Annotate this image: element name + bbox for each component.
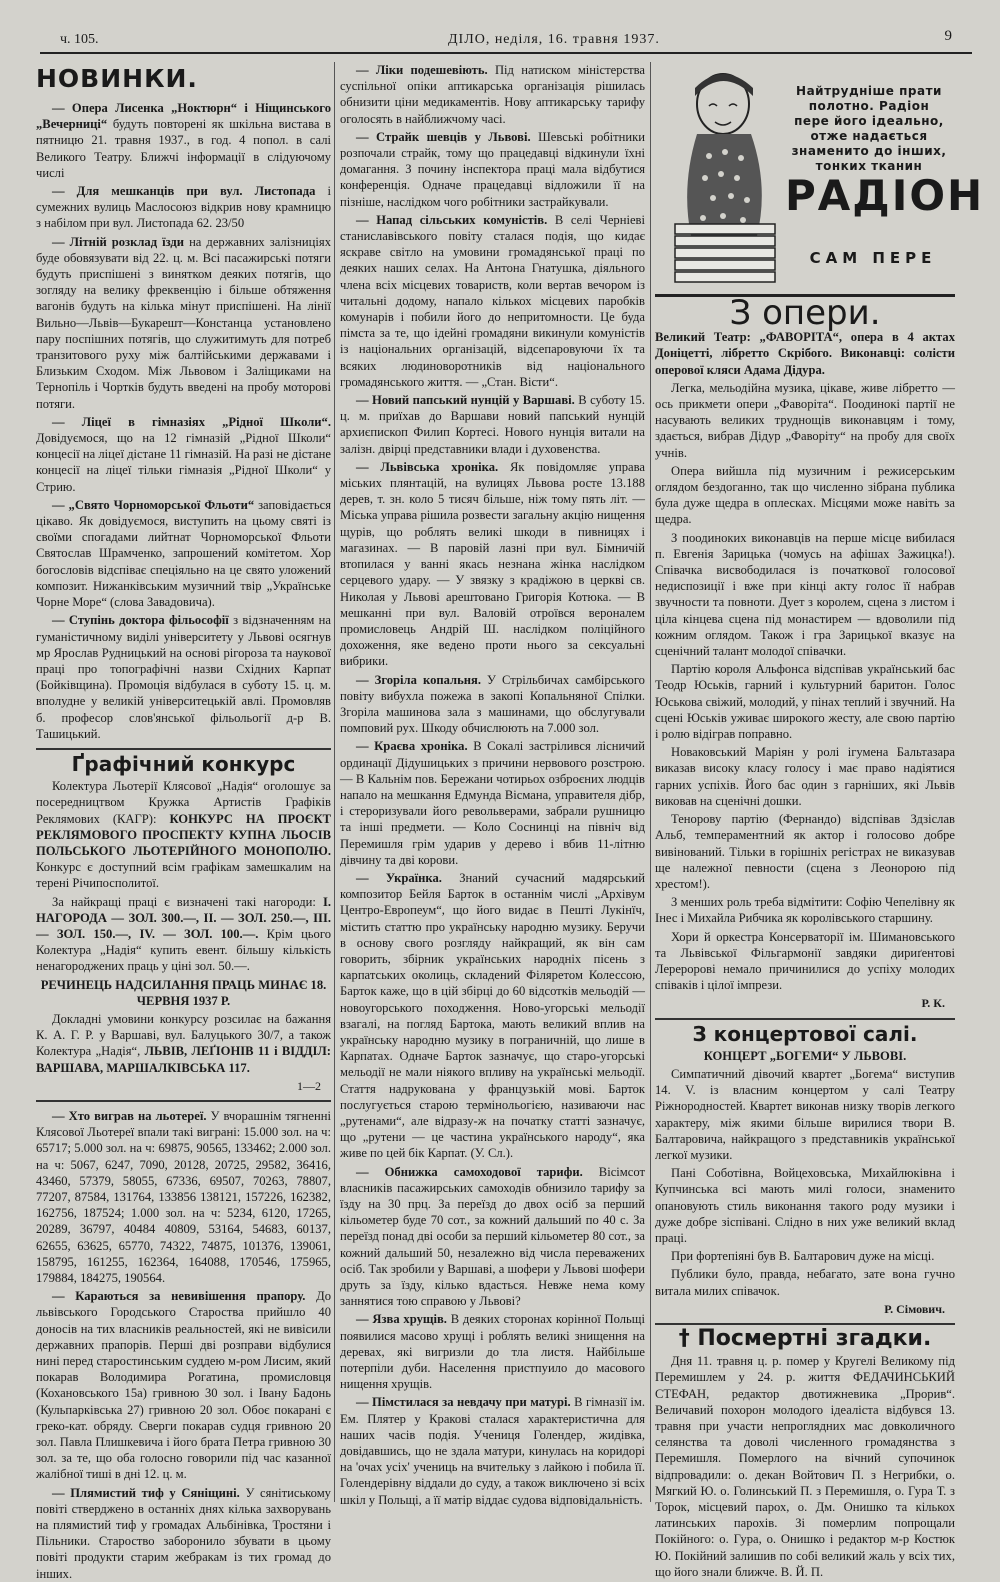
news-item-text: В гімназії ім. Ем. Плятер у Кракові сталася характеристична для наших часів подія. Учениця Голендер, жидівка, довідавшись, що не здала матури, кинулась на коридорі на 'очах усіх' учениць на вчительку з лайкою і побила її. Голендерівну віддали до суду, а також виключено зі всіх шкіл у Польщі, а її матір віддає судова відповідальність. [340,1395,645,1507]
ad-subtitle: САМ ПЕРЕ [809,249,937,267]
news-item-text: В суботу 15. ц. м. приїхав до Варшави новий папський нунцій архиєпископ Филип Кортесі. Нового нунція витали на залізн. двірці представники влади і духовенства. [340,393,645,456]
news-item [340,129,645,210]
contest-paragraph: Колектура Льотерії Клясової „Надія“ оголошує за посередництвом Кружка Артистів Графіків Реклямових (КАГР): КОНКУРС НА ПРОЄКТ РЕКЛЯМОВОГО ПРОСПЕКТУ КУПНА ЛЬОСІВ ПОЛЬСЬКОГО ЛЬОТЕРІЙНОГО МОНОПОЛЮ. Конкурс є доступний всім графікам замешкалим на терені Річипосполитої. [36,779,331,891]
news-item-lead: — Українка. [356,870,442,885]
contest-deadline: РЕЧИНЕЦЬ НАДСИЛАННЯ ПРАЦЬ МИНАЄ 18. ЧЕРВНЯ 1937 Р. [40,977,327,1008]
news-item-lead: — Львівська хроніка. [356,459,499,474]
contest-prizes: За найкращі праці є визначені такі нагороди: І. НАГОРОДА — ЗОЛ. 300.—, ІІ. — ЗОЛ. 250.—, ІІІ. — ЗОЛ. 150.—, IV. — ЗОЛ. 100.—. Крім цього Колектура „Надія“ купить евент. більшу кількість ненагороджених праць у ціні зол. 50.—. [36,894,331,974]
paragraph: Публики було, правда, небагато, зате вона гучно витала милих співачок. [655,1267,955,1298]
paragraph: Симпатичний дівочий квартет „Богема“ виступив 14. V. із власним концертом у салі Театру Ріжнородностей. Квартет виконав низку творів легкого характеру, між якими більше вирилися твори В. Балтаровича, найкращого з представників української легкої музики. [655,1066,955,1162]
opera-lead: Великий Театр: „ФАВОРІТА“, опера в 4 актах Доніцетті, лібретто Скрібого. Виконавці: солісти оперової кляси Адама Дідура. [655,330,955,377]
column-right [655,62,985,1579]
news-item-lead: — „Свято Чорноморської Фльоти“ [52,497,255,512]
obituary-title: † Посмертні згадки. [678,1325,932,1351]
concert-subtitle: КОНЦЕРТ „БОГЕМИ“ У ЛЬВОВІ. [703,1048,907,1063]
news-list-middle [340,62,645,1508]
paragraph: При фортепіяні був В. Балтарович дуже на місці. [671,1249,935,1264]
divider [655,1323,955,1325]
concert-section-title: З концертової салі. [692,1021,918,1046]
news-item-text: з відзначенням на гуманістичному виділі університету у Львові осягнув мр Ярослав Рудницький на основі рігороза та наукової праці про топографічні назви Східних Карпат (Бойківщина). Промоція відбулася в суботу 15. ц. м. вполудне у великій університецькій авлі. Промовляв б. професор слов'янської фільольогії д-р В. Ташицький. [36,613,331,741]
ad-slogan: Найтрудніше прати полотно. Радіон пере його ідеально, отже надається знаменито до інших, тонких тканин [791,84,947,173]
paragraph: Партію короля Альфонса відспівав український бас Теодр Юськів, гарний і культурний баритон. Голос Юськова свіжий, молодий, у пінах теплий і звучний. На сцені Юськів уживає широкого жесту, але свою партію і ролю відіграв поправно. [655,662,955,742]
news-item-text: Вісімсот власників пасажирських самоходів обнизило тарифу за їзду на 30 прц. За переїзд до двох осіб за перший кільометер буде 70 сот., за кожний дальший по 40 с. За переїзд понад дві особи за перший кільометер 80 сот., за кожний дальший 50, незалежно від числа переважених осіб. Так зробили у Варшаві, а шофери у Львові шофери друть за їзду, кілько вдасться. Невже нема кому заннятися тою справою у Львові? [340,1164,645,1309]
paragraph: З поодиноких виконавців на перше місце вибилася п. Евгенія Зарицька (чомусь на афішах Зажицка!). Співачка висвободилася із початкової голосової недиспозиції і вже при кінці акту голос її набрав звучности та повноти. Дует з королем, сцена з листом і ціла кінцева сцена під монастирем — вдоволили під кожним оглядом. Також і гра Зарицької вказує на сценічний талант молодої співачки. [655,530,955,659]
obituary-text: Дня 11. травня ц. р. помер у Кругелі Великому під Перемишлем у 24. р. життя ФЕДАЧИНСЬКИЙ СТЕФАН, редактор двотижневика „Прорив“. Величавий похорон молодого ідеаліста відбувся 13. травня при участи непроглядних мас довколичного селянства та доволі численного громадянства з Перемишля. Померлого на вічний супочинок відпровадили: о. декан Войтович П. з Негрибки, о. Мягкий Ю. о. Голинський П. з Перемишля, о. Гура Т. з Торок, місцевий парох, о. Дм. Онишко та кількох латинських парохів. Зі померлим попрощали Покійного: о. Гура, о. Онишко і редактор м-р Костюк Ю. Покійний залишив по собі великий жаль у всіх тих, що його знали ближче. В. Й. П. [655,1354,955,1579]
news-item [340,1164,645,1310]
page-number: 9 [944,28,952,44]
ad-brand: РАДІОН [785,171,985,220]
news-item-text: на державних залізниціях буде обовязувати від 22. ц. м. Всі пасажирські потяги будуть приспішені з винятком деяких потягів, що зогляду на велику фреквенцію і більше обтяження вагонів будуть на кілька мінут приспішені. На лінії Вильно—Львів—Букарешт—Констанца установлено пару поспішних потягів, що служитимуть для потреб транзитового руху між балтійськими державами і Близьким Сходом. Між Львовом і Заліщиками на Тернопіль і Чортків будуть введені на пробу моторові потяги. [36,234,331,411]
news-item [36,1288,331,1482]
news-item-text: Під натиском міністерства суспільної опіки аптикарська організація рішилась обнизити ціни медикаментів. Нову аптикарську тарифу оголосять в найближчому часі. [340,63,645,126]
news-item [36,183,331,232]
news-item [340,212,645,390]
column-rule [650,62,651,1502]
paragraph: Хори й оркестра Консерваторії ім. Шимановського та Львівської Фільгармонії завдяки дириґентові Лереророві немало причинилися до успіху молодих співаків і цілої імпрези. [655,929,955,993]
column-middle [340,62,646,1507]
news-item-lead: — Ліцеї в гімназіях „Рідної Школи“. [52,414,331,429]
news-item [36,414,331,495]
page-header [40,30,972,54]
masthead-date: ДІЛО, неділя, 16. травня 1937. [448,32,660,47]
news-item [36,497,331,610]
news-item-lead: — Страйк шевців у Львові. [356,129,531,144]
divider [36,1100,331,1102]
paragraph: Новаковський Маріян у ролі ігумена Бальтазара виказав високу класу голосу і має право надіятися гарних успіхів. Його бас один з гарніших, які Львів виковав на сценічні дошки. [655,745,955,808]
news-item-lead: — Краєва хроніка. [356,739,468,754]
washerwoman-illustration [661,66,789,286]
news-item-text: Шевські робітники розпочали страйк, тому що працедавці відкинули їхні домагання. З почину інспектора праці мала відбутися конференція. Одначе працедавці відложили її на пізніше, наслідком чого робітники застрайкували. [340,129,645,209]
news-item [36,612,331,742]
paragraph: Опера вийшла під музичним і режисерським оглядом бездоганно, так що численно зібрана публика була дуже щедра в оплесках. Місцями може навіть за щедра. [655,463,955,527]
news-item-text: У Стрільбичах самбірського повіту вибухла пожежа в закопі Копальняної Спілки. Згоріла машинова зала з машинами, що обслугували помповий рух. Шкоду обчислюють на 7.000 зол. [340,672,645,736]
divider [36,748,331,750]
radion-advertisement [655,62,985,297]
news-item-lead: — Пімстилася за невдачу при матурі. [356,1395,571,1410]
news-item-lead: — Напад сільських комуністів. [356,212,548,227]
news-item [340,62,645,127]
news-item-text: В деяких сторонах корінної Польщі появилися масово хрущі і роблять великі знищення на деревах, які вигризли до тла листя. Найбільше потерпіли дуби. Населення пристпуило до масового нищення хрущів. [340,1312,645,1392]
concert-signature: Р. Сімович. [884,1301,945,1316]
news-item-text: У вчорашнім тягненні Клясової Льотереї впали такі виграні: 15.000 зол. на ч: 65717; 5.000 зол. на ч: 69875, 90565, 133462; 2.000 зол. на ч: 5067, 6247, 7090, 20128, 20725, 29582, 36416, 43460, 57379, 58055, 67336, 69507, 70263, 78807, 77207, 87584, 131764, 133856 138121, 157226, 162382, 162756, 187524; 1.000 зол. на ч: 5234, 6120, 17265, 20289, 36797, 40484 40809, 53164, 54683, 60137, 62655, 63625, 65770, 74322, 74875, 101376, 139061, 158795, 161255, 162364, 164088, 170546, 175965, 179884, 184275, 190564. [36,1108,331,1286]
news-item-lead: — Для мешканців при вул. Листопада [52,184,316,199]
news-item-text: Довідуємося, що на 12 гімназій „Рідної Школи“ концесії на ліцеї дістане 11 гімназій. На разі не дістане концесії на ліцеї тільки гімназія „Рідної Школи“ у Стрию. [36,431,331,494]
news-item-text: і сумежних вулиць Маслосоюз відкрив нову крамницю з набілом при вул. Листопада 62. 23/50 [36,184,331,231]
news-item [340,738,645,868]
news-item-text: В Сокалі застрілився лісничий ординації Дідушицьких з причини нервового розстрою. — В Кальнім пов. Бережани чотирьох озброєних людців напало на мешкання Едмунда Вісмана, управителя дібр, і стероризували його револьверами, забрали рушницю та інші предмети. — Коло Соснинці на північ від Перемишля грім ударив у дерево і вбив 11-літню дівчину та дві корови. [340,739,646,867]
news-item-lead: — Літній розклад їзди [52,234,185,249]
issue-number: ч. 105. [60,32,99,47]
news-item [340,672,645,737]
news-item [340,870,645,1162]
news-item [340,392,645,457]
news-item [36,1108,331,1286]
column-left [36,62,331,1581]
news-item-lead: — Караються за невивішення прапору. [52,1289,306,1304]
contest-address: Докладні умовини конкурсу розсилає на бажання К. А. Г. Р. у Варшаві, вул. Балуцького 30/7, а також Колектура „Надія“, ЛЬВІВ, ЛЕҐІОНІВ 11 і ВІДДІЛ: ВАРШАВА, МАРШАЛКІВСЬКА 117. [36,1011,331,1075]
news-item [340,1311,645,1392]
news-item [36,100,331,181]
opera-section-title: З опери. [729,293,881,333]
concert-review [655,1066,955,1299]
news-list [36,100,331,742]
news-title: НОВИНКИ. [36,64,198,93]
news-item-text: У сянітиському повіті стверджено в останніх днях кілька захворувань на плямистий тиф у громадах Альбінівка, Тростяни і Пільники. Староство заборонило збувати в цьому повіті продукти старим жебракам із тих громад до інших. [36,1485,331,1581]
graphic-contest [36,751,331,1094]
news-item [340,459,645,670]
paragraph: Тенорову партію (Фернандо) відспівав Здзіслав Альб, темпераментний як актор і голосово добре вивінований. Тільки в горішніх регістрах не виказував ще належної певности (сцена з Леонорою під хрестом!). [655,812,955,891]
news-item-lead: — Язва хрущів. [356,1312,447,1327]
paragraph: Легка, мельодійна музика, цікаве, живе лібретто — ось прикмети опери „Фаворіта“. Поодинокі партії не насувають великих труднощів виконавцям і тому, здається, вибрав Дідур „Фаворіту“ на пробу для своїх учнів. [655,380,955,460]
news-item-text: Як повідомляє управа міських плянтацій, на вулицях Львова росте 13.188 дерев, т. зн. коло 5 тисяч більше, ніж тому пять літ. — Міська управа рішила розвести загальну акцію нищення щурів, що роблять великі шкоди в пивницях і магазинах. — В паровій лазні при вул. Бімничій втопилася у ванні якась незнана жінка наслідком серцевого удару. — У звязку з крадіжою в церкві св. Николая у Львові арештовано Григорія Котюка. — В мешканні при вул. Валовій отроївся вероналем промисловець Андрій Ш. наслідком поліційного дохоження, яке ведено проти нього за сексуальні вибрики. [340,459,645,669]
opera-signature: Р. К. [921,996,945,1011]
contest-title: Ґрафічний конкурс [71,751,296,776]
news-item-lead: — Згоріла копальня. [356,672,481,687]
news-item-lead: — Обнижка самоходової тарифи. [356,1164,583,1179]
news-item-text: заповідається цікаво. Як довідуємося, виступить на цьому святі із своїми спогадами лийтнат Чорноморської Фльоти Святослав Шрамченко, запрошений комітетом. Хор богословів відспіває спеціяльно на це свято уложений композит. Нижанківським музичний твір „Українське Чорне Море“ (слова Завадовича). [36,497,331,610]
news-item-lead: — Ліки подешевіють. [356,63,488,77]
news-item [36,1485,331,1582]
news-item-text: До львівського Городського Староства прийшло 40 доносів на тих власників реальностей, які не вивісили державних прапорів. Перші дві розправи відбулися нині перед старостинським суддею м-ром Лисим, який покарав Володимира Рогатина, промисловця (Кохановського 15а) гривною 30 зол. і Івану Бадонь (Кульпарківська 27) гривною 20 зол. Обоє покарані є греко-кат. обряду. Сверги покарав судця гривною 20 зол. Павла Плишкевича і його брата Петра гривною 30 зол. за те, що оба голосно говорили під час казанної жалібної тиші в дні 12. ц. м. [36,1289,331,1482]
news-item-lead: — Хто виграв на льотереї. [52,1108,207,1123]
divider [655,1018,955,1020]
news-item-lead: — Плямистий тиф у Сяніщині. [52,1485,240,1500]
news-item-lead: — Ступінь доктора фільософії [52,613,229,628]
news-item-text: будуть повторені як шкільна вистава в пятницю 21. травня 1937., в год. 4 попол. в салі Великого Театру. Ближчі інформації в слідуючому числі [36,117,331,180]
news-item-text: В селі Черніеві станиславівського повіту сталася подія, що кидає яскраве світло на умовини громадянської праці по деяких наших селах. На Антона Гнатушка, діяльного члена всіх місцевих товариств, коли вертав вечором із читальні додому, напало кількох місцевих паробків комунарів і побили його до непритомности. Це буда пімста за те, що ідейні громадяни викинули комуністів із національних організацій, відсепаровуючи їх та всяких людиноворотників від національного громадянського життя. — „Стан. Вісти“. [340,212,646,389]
news-item-lead: — Новий папський нунцій у Варшаві. [356,393,575,408]
paragraph: Пані Соботівна, Войцеховська, Михайлюківна і Купчинська всі мають милі голоси, знаменито опановують стиль виконання такого роду музики і дуже добре зіспівані. Слідно в них уже великий вклад праці. [655,1166,955,1245]
news-item [36,234,331,412]
news-item-text: Знаний сучасний мадярський композитор Бейля Барток в останнім числі „Архівум Центро-Европеум“, що його видає в Пешті Лукінїч, містить статтю про українську народню музику. Беручи в основу свого розгляду найкращий, як він сам говорить, збірник українських народніх пісень з карпатських околиць, складений Філяретом Колессою, Барток каже, що в цій збірці до 60 відсотків мельодій — новоугорського походження. Ново-угорські мельодії взагалі, на погляд Бартока, мають великий вплив на українську народню музику в пограничній, що лише в Карпатах. Одначе Барток зазначує, що старо-угорські мельодії не мали ніякого впливу на українські мельодії. Стаття надрукована у французькій мові. Барток послугується старою термінольогією, називаючи нас „рутенами“, але відразу-ж на початку статті зазначує, що „рутени — це частина українського народу“, яка живе по цей бік Карпат. (У. Сл.). [340,870,645,1161]
news-list-2 [36,1108,331,1582]
paragraph: З менших роль треба відмітити: Софію Чепелівну як Інес і Михайла Рибчика як королівського старшину. [655,895,955,926]
column-rule [334,62,335,1502]
news-item-lead: — Опера Лисенка „Ноктюрн“ і Ніщинського „Вечерниці“ [36,101,331,132]
news-item [340,1394,645,1507]
opera-review [655,380,955,994]
ad-code: 1—2 [297,1078,321,1093]
